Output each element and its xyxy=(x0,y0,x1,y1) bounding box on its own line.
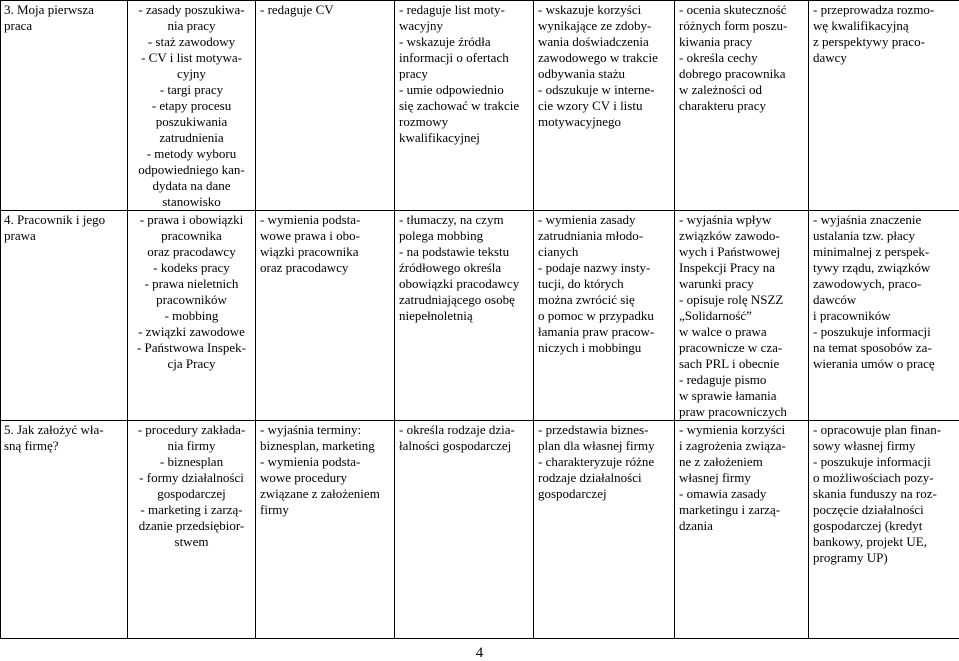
cell-line: stwem xyxy=(174,534,209,549)
cell-line: gospodarczej (kredyt xyxy=(813,518,923,533)
cell-line: obowiązki pracodawcy xyxy=(399,276,520,291)
row-moja-pierwsza-praca xyxy=(1,1,959,211)
cell-line: - na podstawie tekstu xyxy=(399,244,510,259)
cell-line: wania doświadczenia xyxy=(538,34,649,49)
cell-line: - umie odpowiednio xyxy=(399,82,504,97)
grade-cell xyxy=(395,1,534,211)
cell-line: można zwrócić się xyxy=(538,292,635,307)
cell-line: i pracowników xyxy=(813,308,891,323)
cell-line: skania funduszy na roz- xyxy=(813,486,937,501)
cell-line: kiwania pracy xyxy=(679,34,753,49)
cell-line: charakteru pracy xyxy=(679,98,766,113)
cell-line: - zasady poszukiwa- xyxy=(138,2,245,17)
cell-line: sną firmę? xyxy=(4,438,59,453)
cell-line: - wymienia zasady xyxy=(538,212,636,227)
cell-line: tucji, do których xyxy=(538,276,624,291)
cell-line: - poszukuje informacji xyxy=(813,324,931,339)
grade-cell xyxy=(809,1,959,211)
grade-cell xyxy=(534,1,675,211)
cell-line: - wymienia korzyści xyxy=(679,422,786,437)
grade-cell xyxy=(534,211,675,421)
grade-cell xyxy=(256,1,395,211)
cell-line: cja Pracy xyxy=(167,356,216,371)
cell-line: firmy xyxy=(260,502,289,517)
cell-line: pracowników xyxy=(156,292,227,307)
cell-line: - kodeks pracy xyxy=(153,260,230,275)
cell-line: w walce o prawa xyxy=(679,324,767,339)
cell-line: motywacyjnego xyxy=(538,114,622,129)
cell-line: z perspektywy praco- xyxy=(813,34,925,49)
cell-line: zawodowego w trakcie xyxy=(538,50,658,65)
cell-line: łalności gospodarczej xyxy=(399,438,512,453)
cell-line: łamania praw pracow- xyxy=(538,324,655,339)
cell-line: bankowy, projekt UE, xyxy=(813,534,927,549)
cell-line: wych i Państwowej xyxy=(679,244,781,259)
cell-line: niczych i mobbingu xyxy=(538,340,642,355)
content-cell xyxy=(128,211,256,421)
cell-line: informacji o ofertach xyxy=(399,50,509,65)
cell-line: - wyjaśnia wpływ xyxy=(679,212,772,227)
cell-line: sowy własnej firmy xyxy=(813,438,916,453)
cell-line: „Solidarność” xyxy=(679,308,752,323)
cell-line: dawców xyxy=(813,292,857,307)
cell-line: rodzaje działalności xyxy=(538,470,642,485)
cell-line: odbywania stażu xyxy=(538,66,626,81)
cell-line: - wyjaśnia znaczenie xyxy=(813,212,922,227)
cell-line: - mobbing xyxy=(164,308,219,323)
cell-line: związane z założeniem xyxy=(260,486,380,501)
cell-line: dawcy xyxy=(813,50,847,65)
cell-line: o pomoc w przypadku xyxy=(538,308,654,323)
cell-line: - redaguje pismo xyxy=(679,372,767,387)
topic-cell xyxy=(1,211,128,421)
cell-line: - metody wyboru xyxy=(146,146,237,161)
cell-line: - Państwowa Inspek- xyxy=(136,340,247,355)
cell-line: zawodowych, praco- xyxy=(813,276,922,291)
cell-line: dzania xyxy=(679,518,713,533)
cell-line: dobrego pracownika xyxy=(679,66,786,81)
cell-line: - procedury zakłada- xyxy=(137,422,246,437)
cell-line: - przeprowadza rozmo- xyxy=(813,2,935,17)
cell-line: się zachować w trakcie xyxy=(399,98,520,113)
cell-line: cianych xyxy=(538,244,579,259)
cell-line: - poszukuje informacji xyxy=(813,454,931,469)
cell-line: - biznesplan xyxy=(159,454,224,469)
cell-line: - tłumaczy, na czym xyxy=(399,212,504,227)
cell-line: wowe prawa i obo- xyxy=(260,228,360,243)
cell-line: źródłowego określa xyxy=(399,260,502,275)
grade-cell xyxy=(256,421,395,639)
cell-line: niepełnoletnią xyxy=(399,308,473,323)
cell-line: - określa rodzaje dzia- xyxy=(399,422,515,437)
cell-line: praw pracowniczych xyxy=(679,404,787,419)
cell-line: o możliwościach pozy- xyxy=(813,470,934,485)
cell-line: - związki zawodowe xyxy=(138,324,245,339)
cell-line: - targi pracy xyxy=(159,82,224,97)
cell-line: wacyjny xyxy=(399,18,444,33)
content-cell xyxy=(128,421,256,639)
grade-cell xyxy=(809,211,959,421)
cell-line: zatrudniania młodo- xyxy=(538,228,644,243)
cell-line: - staż zawodowy xyxy=(147,34,236,49)
cell-line: kwalifikacyjnej xyxy=(399,130,480,145)
cell-line: w sprawie łamania xyxy=(679,388,777,403)
cell-line: poczęcie działalności xyxy=(813,502,924,517)
cell-line: - wymienia podsta- xyxy=(260,212,361,227)
cell-line: rozmowy xyxy=(399,114,449,129)
cell-line: polega mobbing xyxy=(399,228,484,243)
page-number: 4 xyxy=(475,645,484,661)
cell-line: ustalania tzw. płacy xyxy=(813,228,916,243)
row-jak-zalozyc-wlasna-firme xyxy=(1,421,959,639)
cell-line: - wskazuje korzyści xyxy=(538,2,642,17)
cell-line: - redaguje CV xyxy=(260,2,334,17)
topic-cell xyxy=(1,1,128,211)
cell-line: minimalnej z perspek- xyxy=(813,244,930,259)
cell-line: - marketing i zarzą- xyxy=(140,502,243,517)
cell-line: tywy rządu, związków xyxy=(813,260,931,275)
cell-line: wierania umów o pracę xyxy=(813,356,935,371)
cell-line: 5. Jak założyć wła- xyxy=(4,422,104,437)
topic-cell xyxy=(1,421,128,639)
cell-line: poszukiwania xyxy=(155,114,228,129)
row-pracownik-i-jego-prawa xyxy=(1,211,959,421)
cell-line: plan dla własnej firmy xyxy=(538,438,655,453)
cell-line: dydata na dane xyxy=(152,178,231,193)
cell-line: warunki pracy xyxy=(679,276,754,291)
cell-line: różnych form poszu- xyxy=(679,18,788,33)
grade-cell xyxy=(809,421,959,639)
cell-line: - ocenia skuteczność xyxy=(679,2,787,17)
cell-line: gospodarczej xyxy=(157,486,226,501)
cell-line: - odszukuje w interne- xyxy=(538,82,655,97)
cell-line: - określa cechy xyxy=(679,50,758,65)
cell-line: nia firmy xyxy=(167,438,216,453)
cell-line: - CV i list motywa- xyxy=(141,50,242,65)
grade-cell xyxy=(675,211,809,421)
cell-line: 4. Pracownik i jego xyxy=(4,212,106,227)
cell-line: i zagrożenia związa- xyxy=(679,438,786,453)
cell-line: cyjny xyxy=(177,66,206,81)
cell-line: dzanie przedsiębior- xyxy=(138,518,245,533)
cell-line: wę kwalifikacyjną xyxy=(813,18,909,33)
cell-line: pracy xyxy=(399,66,428,81)
cell-line: Inspekcji Pracy na xyxy=(679,260,776,275)
cell-line: - wskazuje źródła xyxy=(399,34,491,49)
cell-line: - omawia zasady xyxy=(679,486,767,501)
grade-cell xyxy=(534,421,675,639)
cell-line: sach PRL i obecnie xyxy=(679,356,780,371)
cell-line: - wymienia podsta- xyxy=(260,454,361,469)
cell-line: praca xyxy=(4,18,33,33)
cell-line: zatrudnienia xyxy=(159,130,224,145)
content-cell xyxy=(128,1,256,211)
cell-line: - wyjaśnia terminy: xyxy=(260,422,362,437)
cell-line: własnej firmy xyxy=(679,470,751,485)
cell-line: na temat sposobów za- xyxy=(813,340,932,355)
cell-line: - opracowuje plan finan- xyxy=(813,422,942,437)
cell-line: oraz pracodawcy xyxy=(260,260,349,275)
cell-line: - etapy procesu xyxy=(151,98,232,113)
cell-line: odpowiedniego kan- xyxy=(138,162,245,177)
cell-line: oraz pracodawcy xyxy=(147,244,236,259)
grade-cell xyxy=(675,421,809,639)
cell-line: 3. Moja pierwsza xyxy=(4,2,94,17)
cell-line: - charakteryzuje różne xyxy=(538,454,655,469)
cell-line: gospodarczej xyxy=(538,486,607,501)
cell-line: - opisuje rolę NSZZ xyxy=(679,292,784,307)
cell-line: - formy działalności xyxy=(139,470,244,485)
cell-line: - podaje nazwy insty- xyxy=(538,260,651,275)
cell-line: wowe procedury xyxy=(260,470,347,485)
cell-line: biznesplan, marketing xyxy=(260,438,375,453)
cell-line: wynikające ze zdoby- xyxy=(538,18,652,33)
cell-line: zatrudniającego osobę xyxy=(399,292,515,307)
cell-line: - przedstawia biznes- xyxy=(538,422,649,437)
grade-cell xyxy=(256,211,395,421)
grade-cell xyxy=(675,1,809,211)
cell-line: związków zawodo- xyxy=(679,228,780,243)
cell-line: ne z założeniem xyxy=(679,454,763,469)
cell-line: programy UP) xyxy=(813,550,888,565)
cell-line: nia pracy xyxy=(167,18,216,33)
cell-line: - prawa nieletnich xyxy=(144,276,239,291)
cell-line: prawa xyxy=(4,228,36,243)
cell-line: stanowisko xyxy=(162,194,221,209)
grade-cell xyxy=(395,211,534,421)
cell-line: cie wzory CV i listu xyxy=(538,98,643,113)
cell-line: pracownicze w cza- xyxy=(679,340,783,355)
cell-line: - redaguje list moty- xyxy=(399,2,505,17)
cell-line: w zależności od xyxy=(679,82,763,97)
cell-line: marketingu i zarzą- xyxy=(679,502,781,517)
cell-line: wiązki pracownika xyxy=(260,244,359,259)
cell-line: - prawa i obowiązki xyxy=(139,212,244,227)
grade-cell xyxy=(395,421,534,639)
cell-line: pracownika xyxy=(161,228,222,243)
